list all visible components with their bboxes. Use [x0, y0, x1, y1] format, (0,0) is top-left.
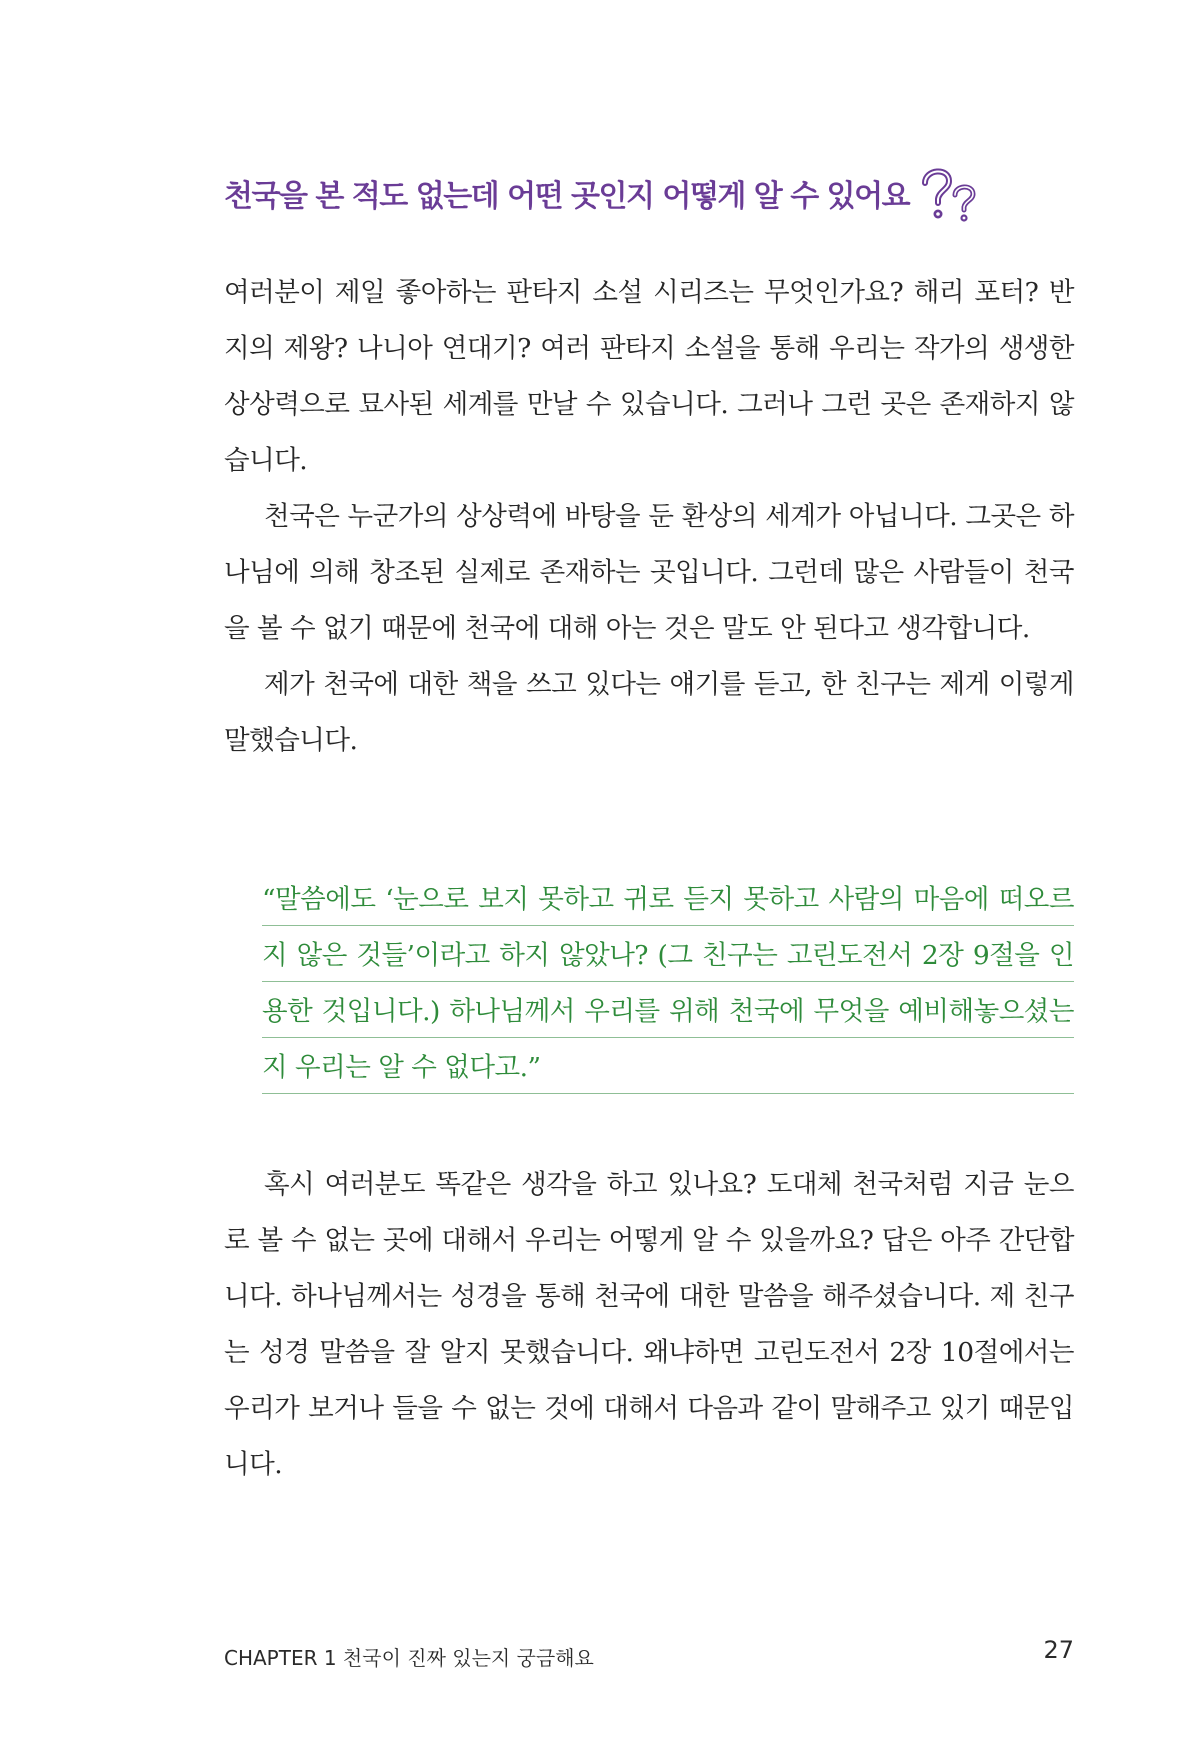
page-number: 27: [1043, 1636, 1074, 1664]
paragraph: 여러분이 제일 좋아하는 판타지 소설 시리즈는 무엇인가요? 해리 포터? 반지의 제왕? 나니아 연대기? 여러 판타지 소설을 통해 우리는 작가의 생생한 상상력으로 묘사된 세계를 만날 수 있습니다. 그러나 그런 곳은 존재하지 않습니다.: [224, 277, 1074, 476]
paragraph: 제가 천국에 대한 책을 쓰고 있다는 얘기를 듣고, 한 친구는 제게 이렇게 말했습니다.: [224, 669, 1074, 756]
paragraph: 천국은 누군가의 상상력에 바탕을 둔 환상의 세계가 아닙니다. 그곳은 하나님에 의해 창조된 실제로 존재하는 곳입니다. 그런데 많은 사람들이 천국을 볼 수 없기 때문에 천국에 대해 아는 것은 말도 안 된다고 생각합니다.: [224, 501, 1074, 644]
paragraph: 혹시 여러분도 똑같은 생각을 하고 있나요? 도대체 천국처럼 지금 눈으로 볼 수 없는 곳에 대해서 우리는 어떻게 알 수 있을까요? 답은 아주 간단합니다. 하나님께서는 성경을 통해 천국에 대한 말씀을 해주셨습니다. 제 친구는 성경 말씀을 잘 알지 못했습니다. 왜냐하면 고린도전서 2장 10절에서는 우리가 보거나 들을 수 없는 것에 대해서 다음과 같이 말해주고 있기 때문입니다.: [224, 1169, 1074, 1480]
question-marks-icon: [915, 161, 979, 225]
section-title: 천국을 본 적도 없는데 어떤 곳인지 어떻게 알 수 있어요: [224, 179, 910, 214]
intro-text-block: [224, 265, 1074, 769]
running-footer-chapter: CHAPTER 1 천국이 진짜 있는지 궁금해요: [224, 1646, 594, 1670]
friend-quote: “말씀에도 ‘눈으로 보지 못하고 귀로 듣지 못하고 사람의 마음에 떠오르지 않은 것들’이라고 하지 않았나? (그 친구는 고린도전서 2장 9절을 인용한 것입니다.) 하나님께서 우리를 위해 천국에 무엇을 예비해놓으셨는지 우리는 알 수 없다고.”: [262, 872, 1074, 1096]
section-heading: [224, 158, 1004, 228]
closing-text-block: [224, 1157, 1074, 1493]
